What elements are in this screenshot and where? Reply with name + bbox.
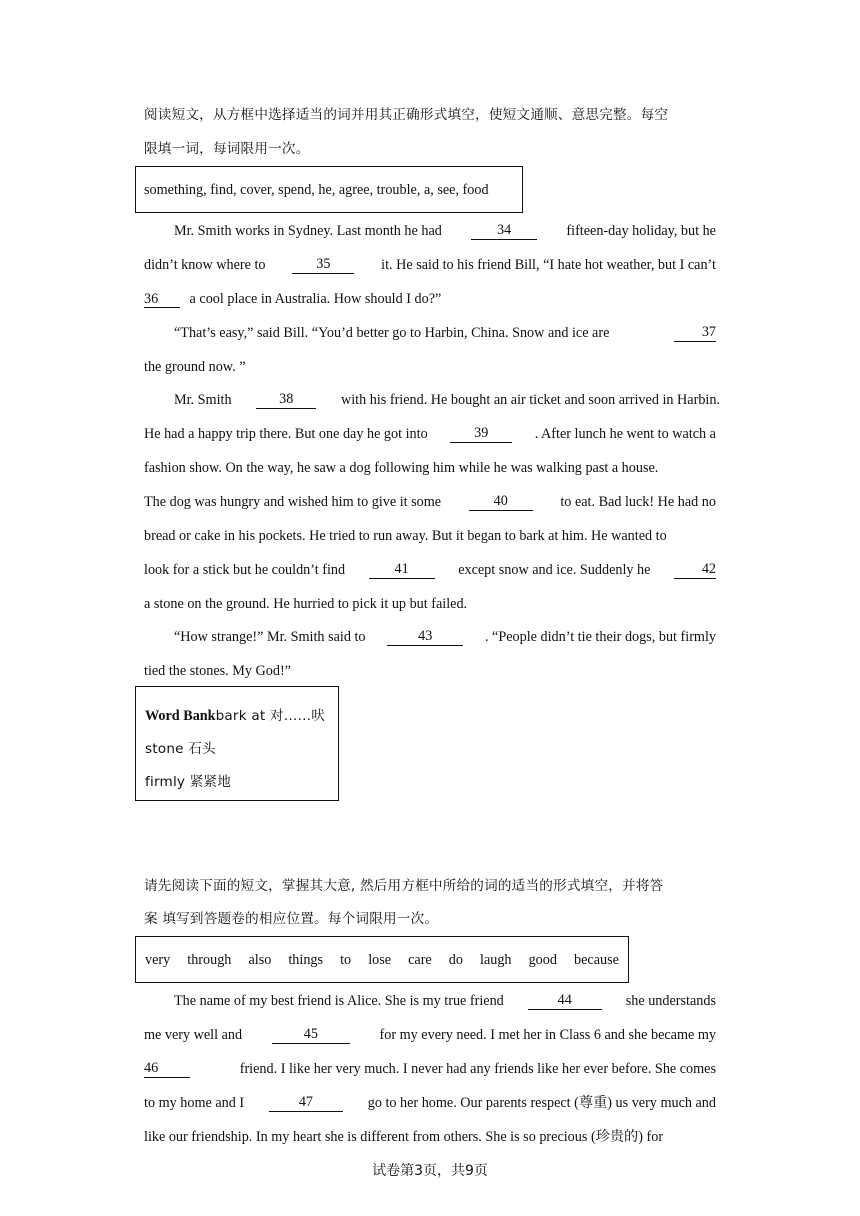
blank-39[interactable]: 39 — [450, 425, 512, 443]
blank-35[interactable]: 35 — [292, 256, 354, 274]
blank-37[interactable]: 37 — [674, 324, 716, 342]
blank-40[interactable]: 40 — [469, 493, 533, 511]
section2-instruction-line2: 案 填写到答题卷的相应位置。每个词限用一次。 — [144, 911, 439, 927]
word-box-2-word: do — [448, 952, 463, 968]
word-bank-title: Word Bank — [145, 708, 216, 724]
word-box-2-word: things — [288, 952, 324, 968]
blank-46[interactable]: 46 — [144, 1060, 190, 1078]
passage1-line2: didn’t know where to 35 it. He said to his friend Bill, “I hate hot weather, but I can’t — [144, 256, 716, 273]
word-box-2-word: laugh — [480, 952, 512, 968]
blank-44[interactable]: 44 — [528, 992, 602, 1010]
passage2-line5: like our friendship. In my heart she is different from others. She is so precious (珍贵的) for — [144, 1129, 664, 1145]
passage1-line14: tied the stones. My God!” — [144, 663, 291, 679]
blank-34[interactable]: 34 — [471, 222, 537, 240]
passage2-line2: me very well and 45 for my every need. I met her in Class 6 and she became my — [144, 1026, 716, 1043]
blank-41[interactable]: 41 — [369, 561, 435, 579]
passage2-line1: The name of my best friend is Alice. She is my true friend 44 she understands — [174, 992, 716, 1009]
word-bank-box — [135, 686, 339, 801]
blank-36[interactable]: 36 — [144, 291, 180, 308]
passage1-line11: look for a stick but he couldn’t find 41 except snow and ice. Suddenly he 42 — [144, 561, 716, 578]
passage1-line6: Mr. Smith 38 with his friend. He bought an air ticket and soon arrived in Harbin. — [174, 391, 720, 408]
passage1-line5: the ground now. ” — [144, 359, 246, 375]
passage2-line3: 46 friend. I like her very much. I never had any friends like her ever before. She comes — [144, 1060, 716, 1077]
word-bank-line2: stone 石头 — [145, 741, 216, 757]
blank-47[interactable]: 47 — [269, 1094, 343, 1112]
word-box-2-word: care — [408, 952, 432, 968]
section1-instruction-line1: 阅读短文，从方框中选择适当的词并用其正确形式填空，使短文通顺、意思完整。每空 — [144, 107, 669, 123]
blank-42[interactable]: 42 — [674, 561, 716, 579]
passage1-line3: 36 a cool place in Australia. How should I do?” — [144, 291, 442, 307]
word-box-2-word: through — [187, 952, 232, 968]
passage1-line13: “How strange!” Mr. Smith said to 43 . “People didn’t tie their dogs, but firmly — [174, 628, 716, 645]
blank-38[interactable]: 38 — [256, 391, 316, 409]
word-bank-line1: Word Bankbark at 对……吠 — [145, 708, 326, 724]
word-box-2-list — [145, 952, 619, 969]
passage1-line12: a stone on the ground. He hurried to pick it up but failed. — [144, 596, 468, 612]
word-box-2-word: very — [145, 952, 171, 968]
blank-43[interactable]: 43 — [387, 628, 463, 646]
word-bank-line3: firmly 紧紧地 — [145, 774, 232, 790]
word-box-2-word: also — [248, 952, 272, 968]
passage2-line4: to my home and I 47 go to her home. Our parents respect (尊重) us very much and — [144, 1094, 716, 1111]
word-box-2-word: because — [574, 952, 619, 968]
word-box-2-word: good — [528, 952, 557, 968]
passage1-line10: bread or cake in his pockets. He tried to run away. But it began to bark at him. He wanted to — [144, 528, 667, 544]
page-footer: 试卷第3页，共9页 — [372, 1163, 488, 1179]
word-box-2-word: to — [340, 952, 352, 968]
word-box-text: something, find, cover, spend, he, agree, trouble, a, see, food — [144, 182, 489, 198]
section2-instruction-line1: 请先阅读下面的短文，掌握其大意, 然后用方框中所给的词的适当的形式填空，并将答 — [144, 878, 664, 894]
word-box-2 — [135, 936, 629, 983]
word-box-2-word: lose — [368, 952, 392, 968]
passage1-line7: He had a happy trip there. But one day he got into 39 . After lunch he went to watch a — [144, 425, 716, 442]
passage1-line4: “That’s easy,” said Bill. “You’d better go to Harbin, China. Snow and ice are 37 — [174, 324, 716, 341]
word-box — [135, 166, 523, 213]
blank-45[interactable]: 45 — [272, 1026, 350, 1044]
passage1-line9: The dog was hungry and wished him to give it some 40 to eat. Bad luck! He had no — [144, 493, 716, 510]
passage1-line8: fashion show. On the way, he saw a dog following him while he was walking past a house. — [144, 460, 659, 476]
section1-instruction-line2: 限填一词，每词限用一次。 — [144, 141, 310, 157]
passage1-line1: Mr. Smith works in Sydney. Last month he had 34 fifteen-day holiday, but he — [174, 222, 716, 239]
